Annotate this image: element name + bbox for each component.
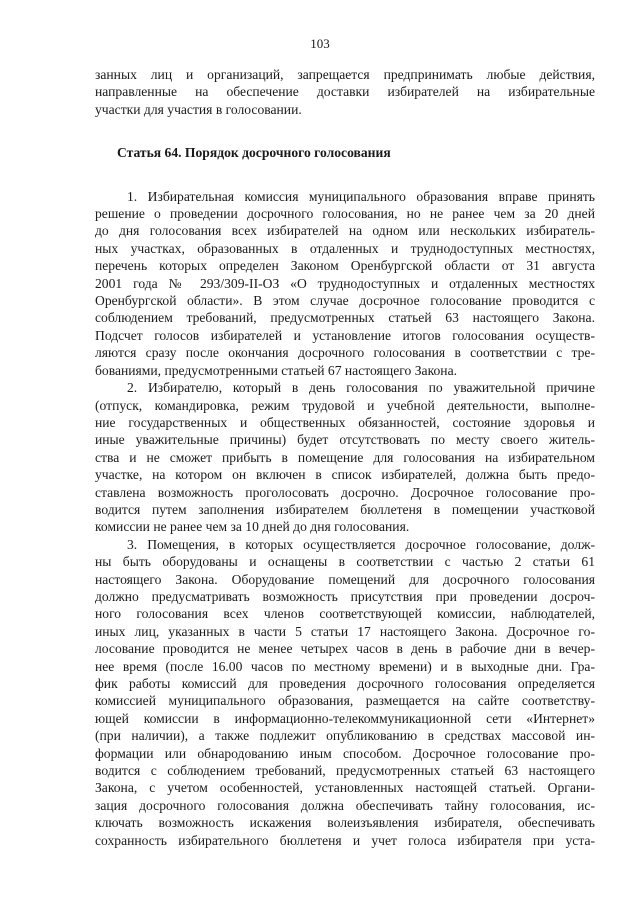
text-line: Подсчет голосов избирателей и установление итогов голосования осуществ- — [95, 327, 595, 343]
text-line: ных участках, образованных в отдаленных и труднодоступных местностях, — [95, 240, 595, 256]
text-line: ного голосования всех членов соответствующей комиссии, наблюдателей, — [95, 606, 595, 622]
text-line: участки для участия в голосовании. — [95, 101, 302, 117]
text-line: до дня голосования всех избирателей на одном или нескольких избиратель- — [95, 223, 595, 239]
text-line: ства и не сможет прибыть в помещение для голосования на избирательном — [95, 449, 595, 465]
text-line: водится путем заполнения избирателем бюллетеня в помещении участковой — [95, 501, 595, 517]
paragraph-1 — [95, 188, 595, 379]
text-line: комиссией муниципального образования, размещается на сайте соответству- — [95, 693, 595, 709]
text-line: Оренбургской области». В этом случае досрочное голосование проводится с — [95, 293, 595, 309]
text-line: настоящего Закона. Оборудование помещений для досрочного голосования — [95, 571, 595, 587]
text-line: ющей комиссии в информационно-телекоммуникационной сети «Интернет» — [95, 710, 595, 726]
text-line: иных лиц, указанных в части 5 статьи 17 настоящего Закона. Досрочное го- — [95, 623, 595, 639]
text-line: решение о проведении досрочного голосования, но не ранее чем за 20 дней — [95, 206, 595, 222]
page-number: 103 — [310, 36, 330, 51]
text-line: сохранность избирательного бюллетеня и учет голоса избирателя при уста- — [95, 832, 595, 848]
text-line: 2001 года № 293/309-II-ОЗ «О труднодоступных и отдаленных местностях — [95, 275, 595, 291]
article-heading: Статья 64. Порядок досрочного голосования — [117, 145, 391, 161]
text-line: 2. Избирателю, который в день голосования по уважительной причине — [127, 380, 595, 396]
text-line: участке, на котором он включен в список избирателей, должна быть предо- — [95, 467, 595, 483]
text-line: 3. Помещения, в которых осуществляется досрочное голосование, долж- — [127, 536, 595, 552]
text-line: (отпуск, командировка, режим трудовой и учебной деятельности, выполне- — [95, 397, 595, 413]
text-line: 1. Избирательная комиссия муниципального образования вправе принять — [127, 188, 595, 204]
text-line: лосование проводится не менее четырех часов в день в рабочие дни в вечер- — [95, 641, 595, 657]
text-line: ны быть оборудованы и оснащены в соответствии с частью 2 статьи 61 — [95, 554, 595, 570]
text-line: ние государственных и общественных обязанностей, состояние здоровья и — [95, 414, 595, 430]
text-line: (при наличии), а также подлежит опубликованию в средствах массовой ин- — [95, 728, 595, 744]
paragraph-2 — [95, 379, 595, 536]
text-line: бованиями, предусмотренными статьей 67 настоящего Закона. — [95, 362, 457, 378]
text-line: формации или обнародованию иным способом. Досрочное голосование про- — [95, 745, 595, 761]
text-line: Закона, с учетом особенностей, установленных настоящей статьей. Органи- — [95, 780, 595, 796]
text-line: комиссии не ранее чем за 10 дней до дня голосования. — [95, 519, 410, 535]
text-line: должно предусматривать возможность присутствия при проведении досроч- — [95, 588, 595, 604]
text-line: направленные на обеспечение доставки избирателей на избирательные — [95, 84, 595, 100]
text-line: нее время (после 16.00 часов по местному времени) и в выходные дни. Гра- — [95, 658, 595, 674]
text-line: иные уважительные причины) будет отсутствовать по месту своего житель- — [95, 432, 595, 448]
text-line: соблюдением требований, предусмотренных статьей 63 настоящего Закона. — [95, 310, 595, 326]
document-body — [95, 66, 595, 849]
text-line: зация досрочного голосования должна обеспечивать тайну голосования, ис- — [95, 797, 595, 813]
paragraph-3 — [95, 536, 595, 849]
text-line: ставлена возможность проголосовать досрочно. Досрочное голосование про- — [95, 484, 595, 500]
text-line: перечень которых определен Законом Оренбургской области от 31 августа — [95, 258, 595, 274]
intro-paragraph — [95, 66, 595, 118]
text-line: занных лиц и организаций, запрещается предпринимать любые действия, — [95, 67, 595, 82]
text-line: ключать возможность искажения волеизъявления избирателя, обеспечивать — [95, 815, 595, 831]
text-line: водится с соблюдением требований, предусмотренных статьей 63 настоящего — [95, 763, 595, 779]
text-line: ляются сразу после окончания досрочного голосования в соответствии с тре- — [95, 345, 595, 361]
text-line: фик работы комиссий для проведения досрочного голосования определяется — [95, 676, 595, 691]
